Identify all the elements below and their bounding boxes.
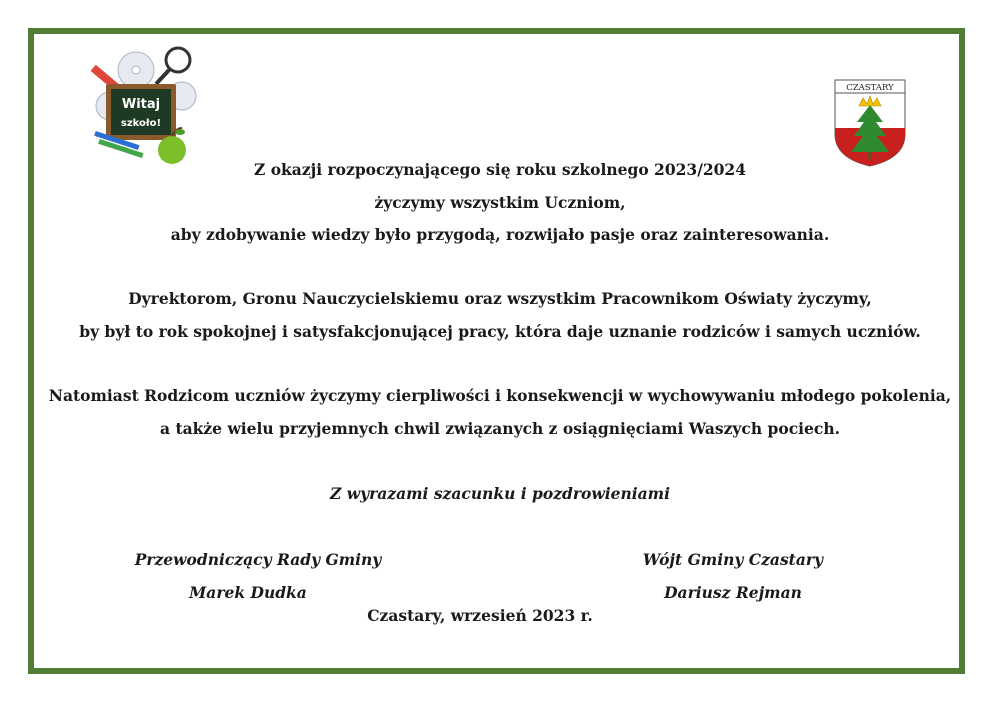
closing-phrase: Z wyrazami szacunku i pozdrowieniami (330, 484, 670, 503)
board-text-top: Witaj (121, 97, 161, 112)
board-text-bottom: szkoło! (120, 118, 162, 129)
place-and-date: Czastary, wrzesień 2023 r. (367, 606, 593, 625)
greeting-line-6: Natomiast Rodzicom uczniów życzymy cierpliwości i konsekwencji w wychowywaniu młodego pokolenia, (48, 386, 952, 405)
right-signature-name: Dariusz Rejman (664, 583, 802, 602)
right-signature-title: Wójt Gminy Czastary (642, 550, 824, 569)
school-welcome-logo (84, 38, 204, 166)
greeting-line-7: a także wielu przyjemnych chwil związanych z osiągnięciami Waszych pociech. (160, 419, 840, 438)
crest-label: CZASTARY (846, 83, 894, 93)
greeting-line-1: Z okazji rozpoczynającego się roku szkolnego 2023/2024 (253, 160, 746, 179)
greeting-line-3: aby zdobywanie wiedzy było przygodą, rozwijało pasje oraz zainteresowania. (170, 225, 830, 244)
magnifier-icon (166, 48, 190, 72)
greeting-line-5: by był to rok spokojnej i satysfakcjonującej pracy, która daje uznanie rodziców i samych uczniów. (79, 322, 921, 341)
czastary-coat-of-arms (833, 78, 907, 168)
greeting-line-4: Dyrektorom, Gronu Nauczycielskiemu oraz wszystkim Pracownikom Oświaty życzymy, (128, 289, 872, 308)
left-signature-name: Marek Dudka (189, 583, 307, 602)
greeting-line-2: życzymy wszystkim Uczniom, (374, 193, 626, 212)
left-signature-title: Przewodniczący Rady Gminy (134, 550, 382, 569)
